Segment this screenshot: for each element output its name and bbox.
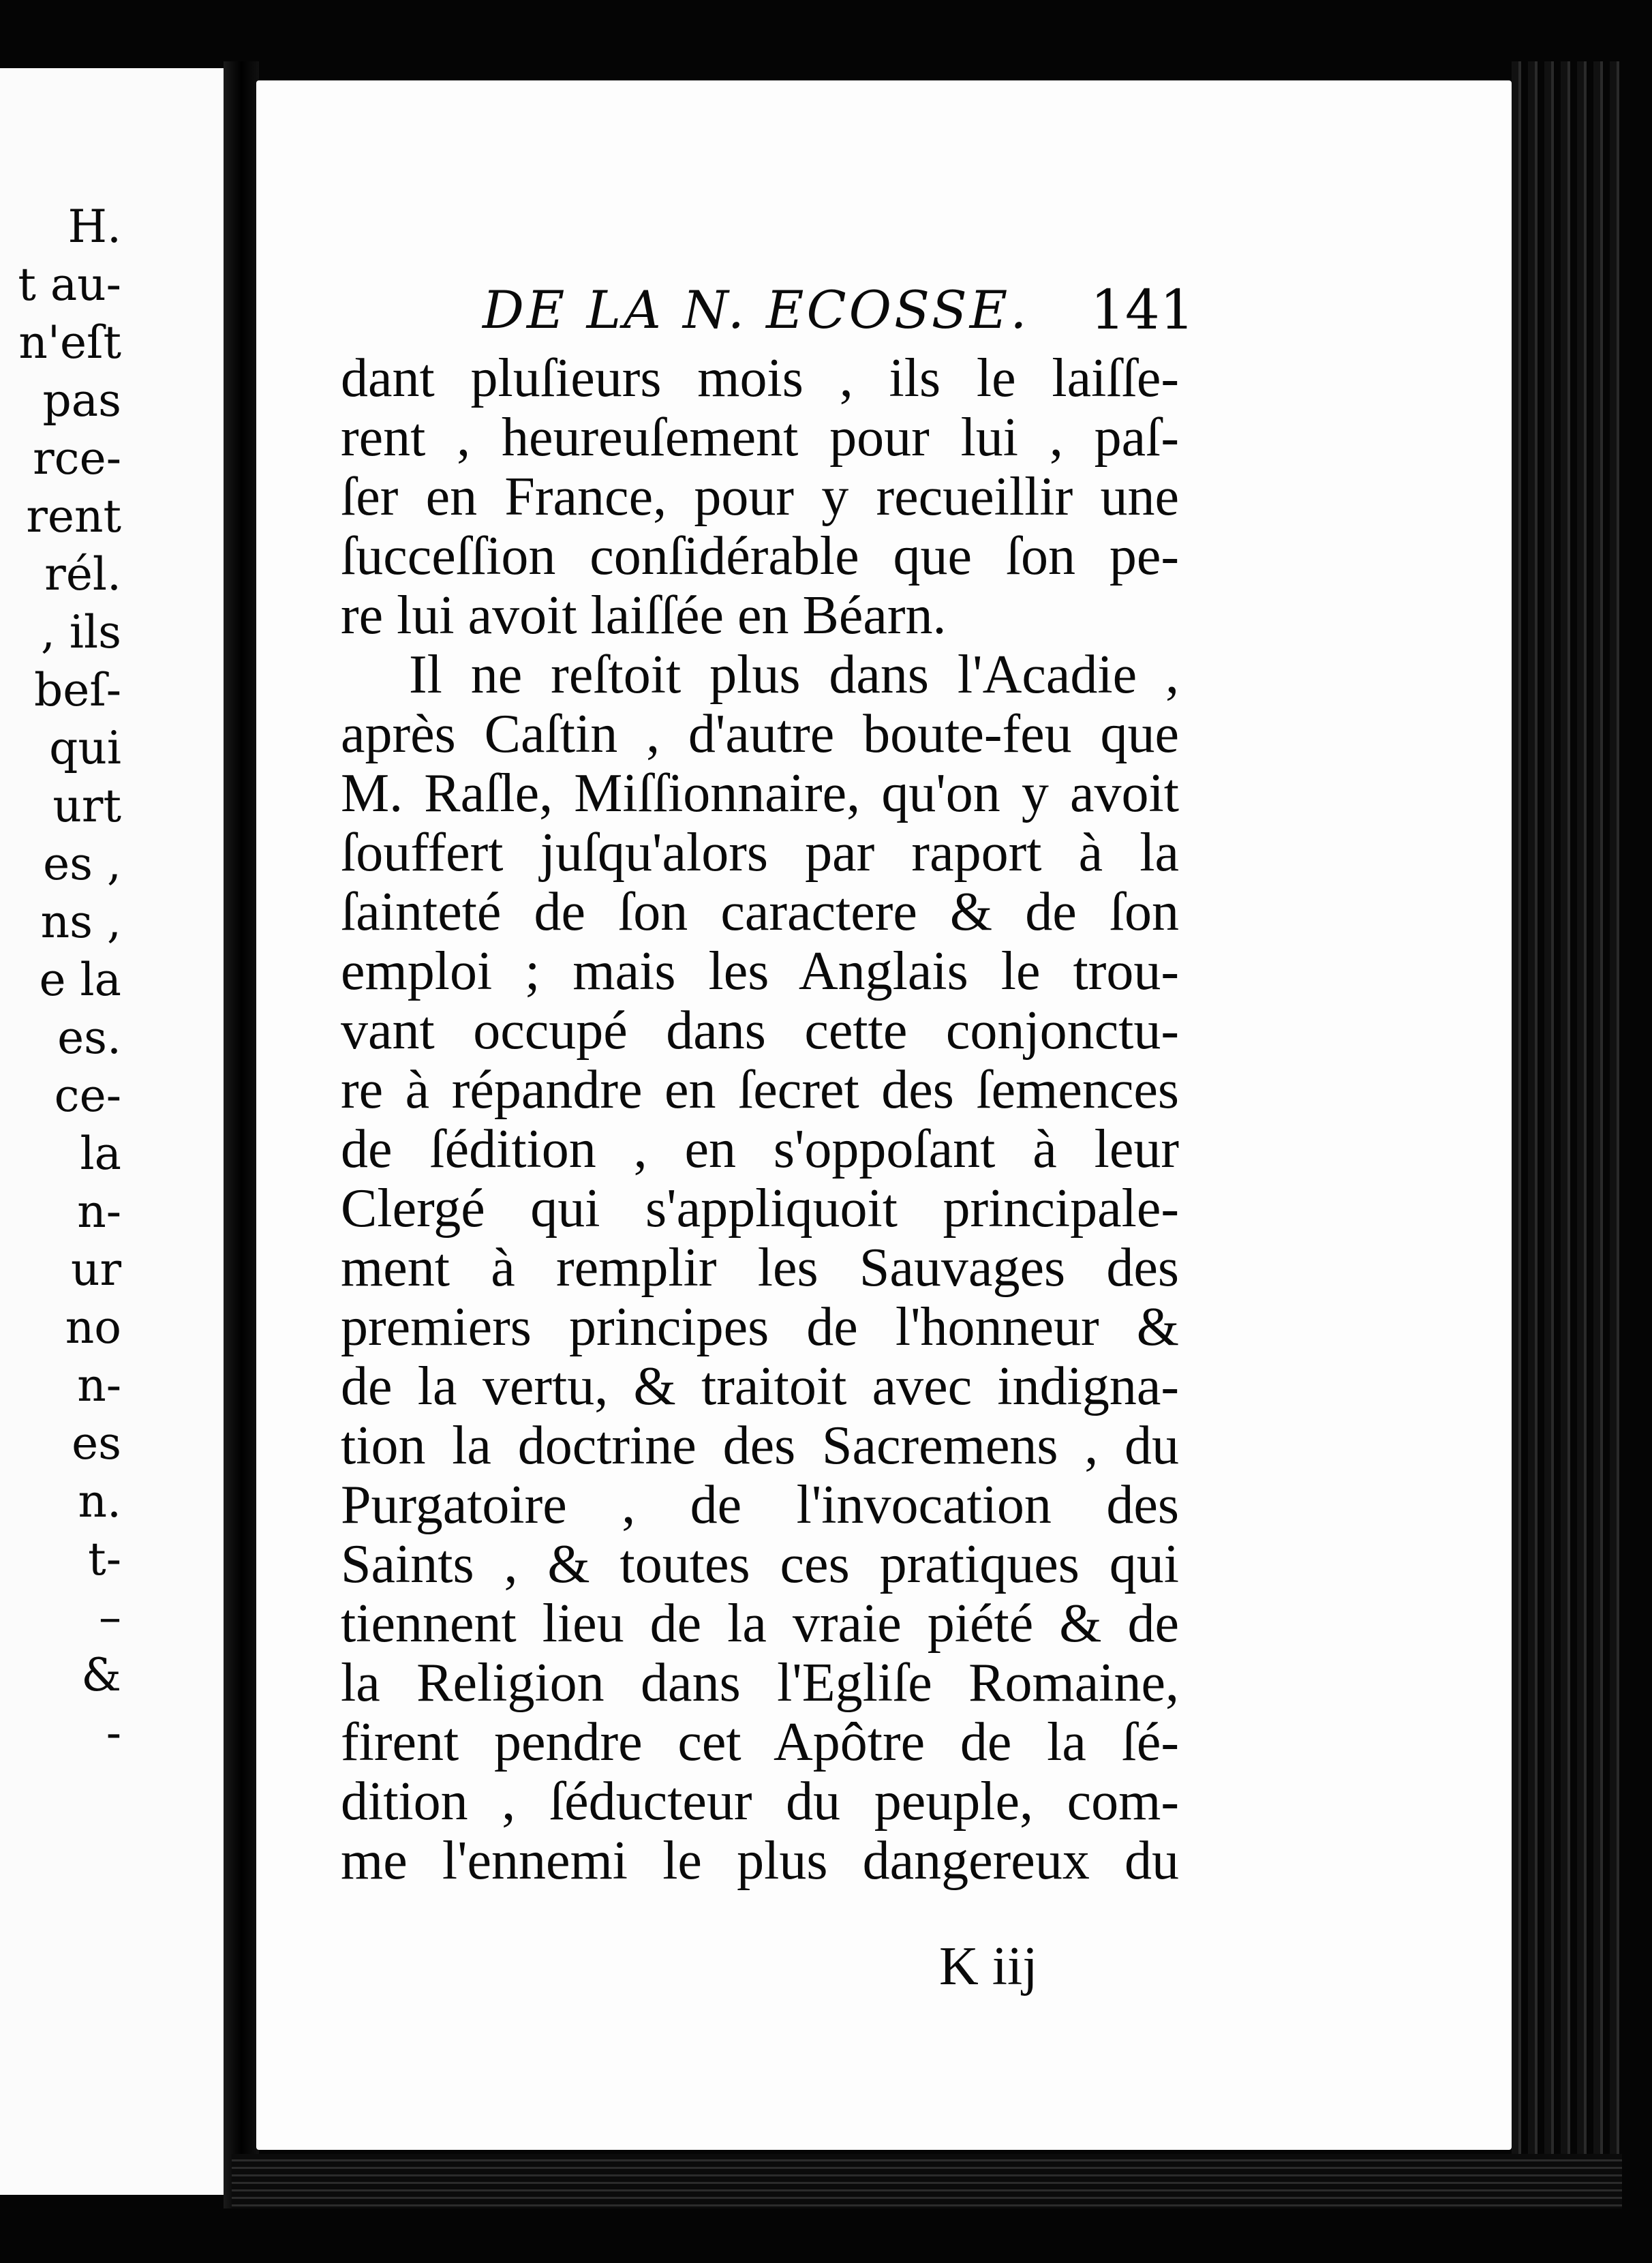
text-line: tiennent lieu de la vraie piété & de xyxy=(341,1594,1179,1654)
page-edges-right xyxy=(1512,61,1621,2202)
left-facing-page xyxy=(0,68,224,2195)
left-page-fragment: - xyxy=(106,1707,121,1759)
left-page-fragment: rent xyxy=(26,490,121,543)
left-page-fragment: t- xyxy=(88,1533,121,1585)
left-page-fragment: , ils xyxy=(40,606,121,658)
left-page-fragment: ns , xyxy=(40,896,121,948)
left-page-fragment: n- xyxy=(77,1185,121,1238)
text-line: Saints , & toutes ces pratiques qui xyxy=(341,1534,1179,1594)
page-number: 141 xyxy=(1090,278,1195,341)
text-line: re à répandre en ſecret des ſemences xyxy=(341,1060,1179,1120)
text-line: dant pluſieurs mois , ils le laiſſe- xyxy=(341,348,1179,408)
book-gutter xyxy=(224,61,259,2208)
left-page-fragment: es. xyxy=(57,1012,121,1064)
left-page-fragment: pas xyxy=(42,374,121,427)
left-page-fragment: la xyxy=(80,1127,121,1180)
left-page-fragment: es , xyxy=(43,838,121,890)
text-line: dition , ſéducteur du peuple, com- xyxy=(341,1772,1179,1832)
catchword-signature: K iij xyxy=(939,1937,1038,1996)
left-page-fragment: qui xyxy=(49,722,121,774)
left-page-fragment: beſ- xyxy=(33,664,121,716)
left-page-fragment: ur xyxy=(70,1243,121,1296)
text-line: de la vertu, & traitoit avec indigna- xyxy=(341,1356,1179,1416)
text-line: ſouffert juſqu'alors par raport à la xyxy=(341,823,1179,883)
left-page-fragment: n'eſt xyxy=(18,316,121,369)
left-page-fragment: ce- xyxy=(54,1069,121,1122)
left-page-fragment: t au- xyxy=(18,258,121,311)
text-line: vant occupé dans cette conjonctu- xyxy=(341,1001,1179,1061)
text-line: re lui avoit laiſſée en Béarn. xyxy=(341,586,947,646)
text-line: Il ne reſtoit plus dans l'Acadie , xyxy=(409,645,1179,705)
left-page-fragment: es xyxy=(72,1417,121,1470)
text-line: Purgatoire , de l'invocation des xyxy=(341,1475,1179,1535)
left-page-fragment: rél. xyxy=(44,548,121,601)
left-page-fragment: H. xyxy=(67,200,121,253)
left-page-fragment: rce- xyxy=(33,432,121,485)
text-line: emploi ; mais les Anglais le trou- xyxy=(341,941,1179,1001)
text-line: ſainteté de ſon caractere & de ſon xyxy=(341,882,1179,942)
left-page-fragment: n. xyxy=(78,1475,121,1528)
text-line: firent pendre cet Apôtre de la ſé- xyxy=(341,1712,1179,1772)
left-page-fragment: n- xyxy=(77,1359,121,1412)
text-line: premiers principes de l'honneur & xyxy=(341,1297,1179,1357)
left-page-fragment: no xyxy=(65,1301,121,1354)
text-line: ſucceſſion conſidérable que ſon pe- xyxy=(341,526,1179,586)
text-line: tion la doctrine des Sacremens , du xyxy=(341,1416,1179,1476)
left-page-fragment: e la xyxy=(39,954,121,1006)
text-line: Clergé qui s'appliquoit principale- xyxy=(341,1179,1179,1239)
text-line: me l'ennemi le plus dangereux du xyxy=(341,1831,1179,1891)
left-page-fragment: – xyxy=(99,1591,121,1643)
text-line: de ſédition , en s'oppoſant à leur xyxy=(341,1119,1179,1179)
text-line: ment à remplir les Sauvages des xyxy=(341,1238,1179,1298)
page-edges-bottom xyxy=(232,2154,1622,2208)
left-page-fragment: urt xyxy=(52,780,121,832)
text-line: la Religion dans l'Egliſe Romaine, xyxy=(341,1653,1179,1713)
left-page-fragment: & xyxy=(81,1649,121,1701)
text-line: ſer en France, pour y recueillir une xyxy=(341,467,1179,527)
text-line: M. Raſle, Miſſionnaire, qu'on y avoit xyxy=(341,763,1179,823)
text-line: rent , heureuſement pour lui , paſ- xyxy=(341,408,1179,468)
text-line: après Caſtin , d'autre boute-feu que xyxy=(341,704,1179,764)
running-head: DE LA N. ECOSSE. xyxy=(483,279,1030,340)
